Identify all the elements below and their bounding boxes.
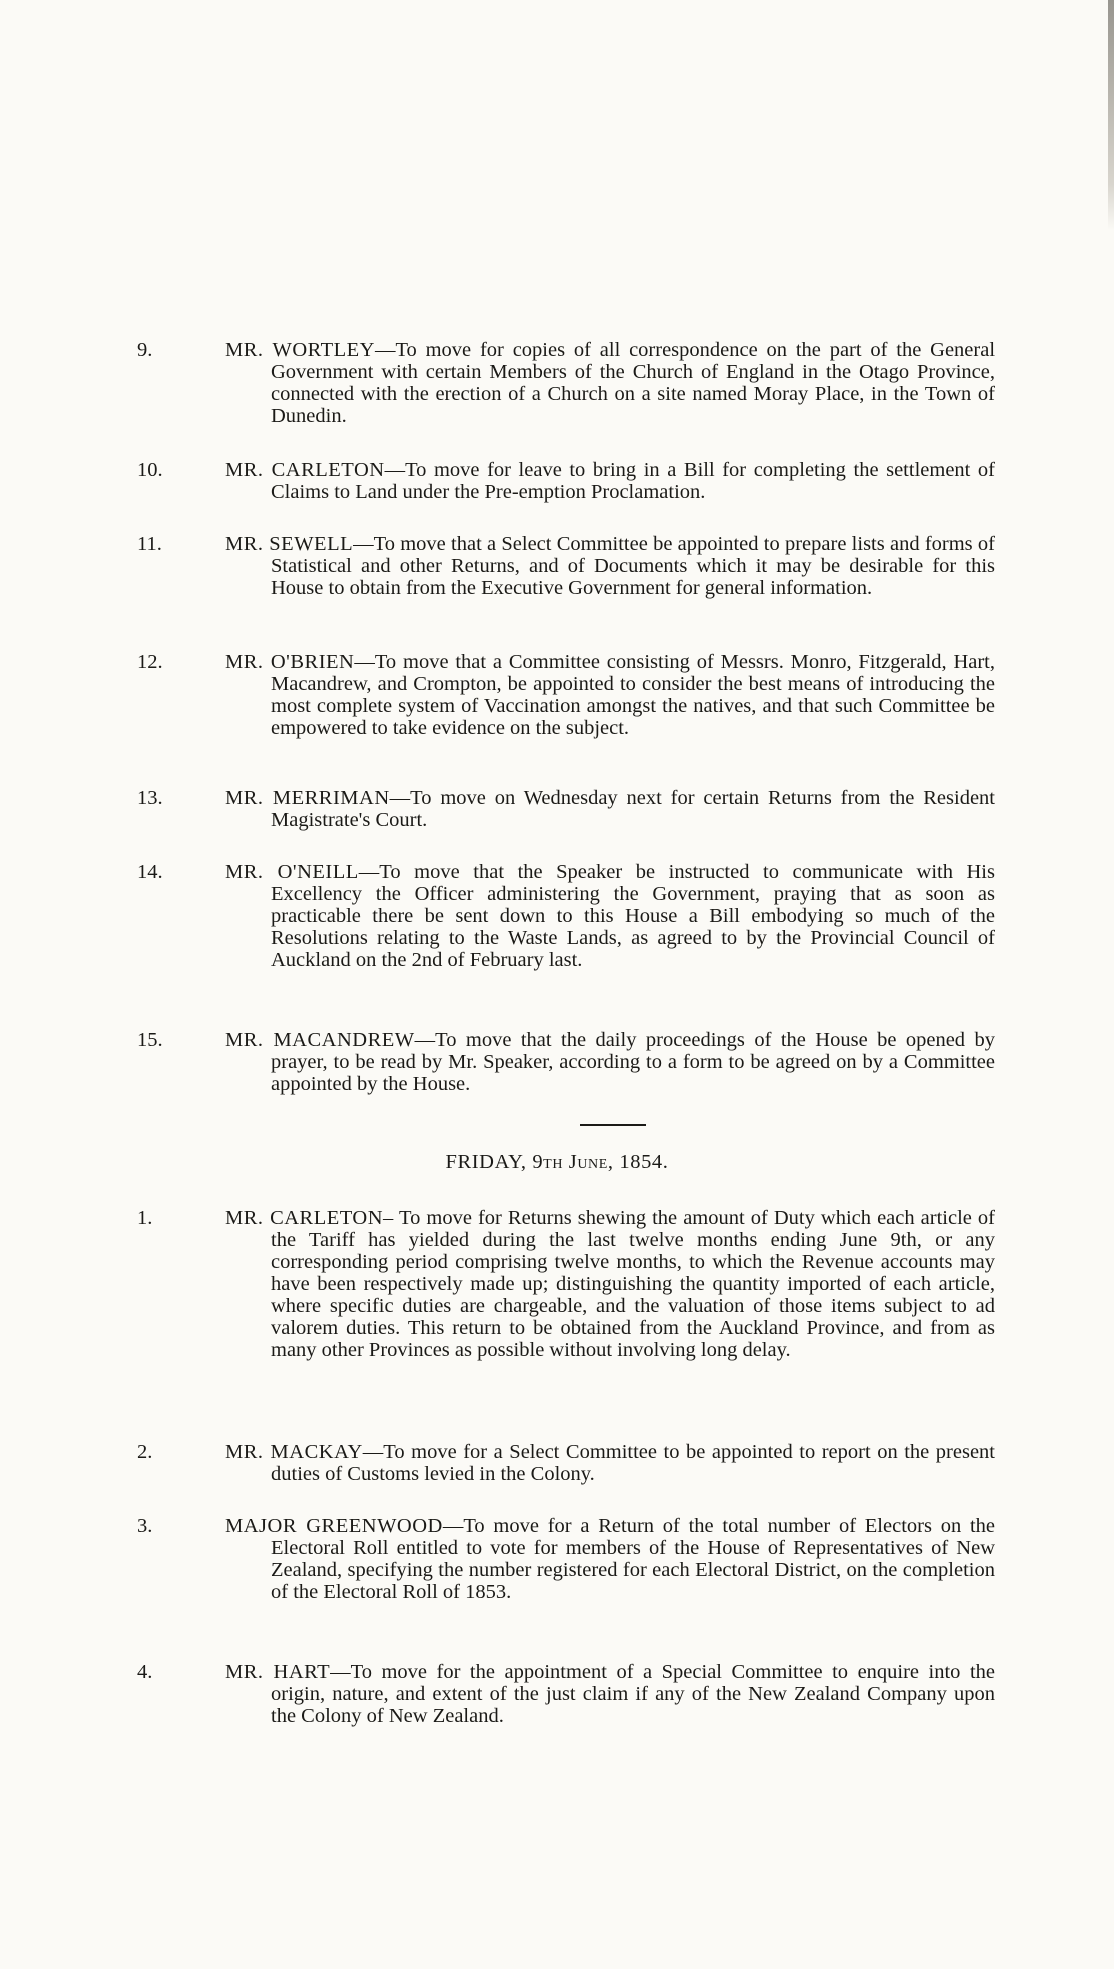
motion-text: —To move for leave to bring in a Bill for completing the settlement of Claims to Land under the Pre-emption Proclamation. (271, 459, 996, 503)
page-edge-shadow (1108, 0, 1114, 230)
day-heading (0, 1151, 1114, 1174)
motion-number: 11. (137, 533, 162, 555)
motion-text: —To move for the appointment of a Special Committee to enquire into the origin, nature, and extent of the just claim if any of the New Zealand Company upon the Colony of New Zealand. (271, 1661, 995, 1727)
motion-text: —To move for a Return of the total number of Electors on the Electoral Roll entitled to vote for members of the House of Representatives of New Zealand, specifying the number registered for each Electoral District, on the completion of the Electoral Roll of 1853. (271, 1515, 995, 1603)
motion-number: 13. (137, 787, 163, 809)
motion-number: 1. (137, 1207, 153, 1229)
motion-item (137, 1515, 995, 1603)
day-heading-year: , 1854. (607, 1151, 669, 1173)
motion-text: —To move that a Committee consisting of Messrs. Monro, Fitzgerald, Hart, Macandrew, and Crompton, be appointed to consider the best means of introducing the most complete system of Vaccination amongst the natives, and that such Committee be empowered to take evidence on the subject. (271, 651, 995, 739)
day-heading-day: FRIDAY, (445, 1151, 533, 1173)
motion-member: MR. O'NEILL (225, 861, 359, 883)
motion-member: MR. HART (225, 1661, 331, 1683)
motion-item (137, 533, 995, 599)
motion-number: 9. (137, 339, 153, 361)
motion-number: 4. (137, 1661, 153, 1683)
motion-item (137, 339, 996, 427)
motion-item (137, 459, 996, 503)
motion-text: —To move for a Select Committee to be appointed to report on the present duties of Customs levied in the Colony. (271, 1441, 995, 1485)
motion-text: —To move on Wednesday next for certain Returns from the Resident Magistrate's Court. (271, 787, 995, 831)
motion-member: MR. O'BRIEN (225, 651, 355, 673)
motion-number: 10. (137, 459, 163, 481)
motion-member: MR. CARLETON (225, 1207, 384, 1229)
motion-item (137, 787, 995, 831)
motion-number: 14. (137, 861, 163, 883)
motion-item (137, 861, 995, 971)
motion-number: 12. (137, 651, 163, 673)
motion-member: MR. MERRIMAN (225, 787, 390, 809)
motion-text: —To move that the Speaker be instructed to communicate with His Excellency the Officer administering the Government, praying that as soon as practicable there be sent down to this House a Bill embodying so much of the Resolutions relating to the Waste Lands, as agreed to by the Provincial Council of Auckland on the 2nd of February last. (271, 861, 995, 971)
motion-item (137, 1207, 996, 1361)
motion-member: MR. MACKAY (225, 1441, 363, 1463)
motion-number: 3. (137, 1515, 153, 1537)
motion-text: —To move that the daily proceedings of the House be opened by prayer, to be read by Mr. Speaker, according to a form to be agreed on by a Committee appointed by the House. (271, 1029, 995, 1095)
motion-item (137, 651, 995, 739)
day-heading-date: 9th June (532, 1151, 608, 1173)
motion-number: 15. (137, 1029, 163, 1051)
motion-item (137, 1029, 995, 1095)
motion-text: —To move for copies of all correspondence on the part of the General Government with certain Members of the Church of England in the Otago Province, connected with the erection of a Church on a site named Moray Place, in the Town of Dunedin. (271, 339, 996, 427)
motion-member: MR. MACANDREW (225, 1029, 415, 1051)
motion-member: MR. CARLETON (225, 459, 385, 481)
motion-member: MAJOR GREENWOOD (225, 1515, 443, 1537)
motion-text: —To move that a Select Committee be appointed to prepare lists and forms of Statistical and other Returns, and of Documents which it may be desirable for this House to obtain from the Executive Government for general information. (271, 533, 995, 599)
motion-item (137, 1661, 995, 1727)
motion-member: MR. WORTLEY (225, 339, 375, 361)
section-divider (580, 1124, 646, 1126)
motion-number: 2. (137, 1441, 153, 1463)
motion-member: MR. SEWELL (225, 533, 354, 555)
motion-text: – To move for Returns shewing the amount of Duty which each article of the Tariff has yielded during the last twelve months ending June 9th, or any corresponding period comprising twelve months, to which the Revenue accounts may have been respectively made up; distinguishing the quantity imported of each article, where specific duties are chargeable, and the valuation of those items subject to ad valorem duties. This return to be obtained from the Auckland Province, and from as many other Provinces as possible without involving long delay. (271, 1207, 996, 1361)
motion-item (137, 1441, 995, 1485)
